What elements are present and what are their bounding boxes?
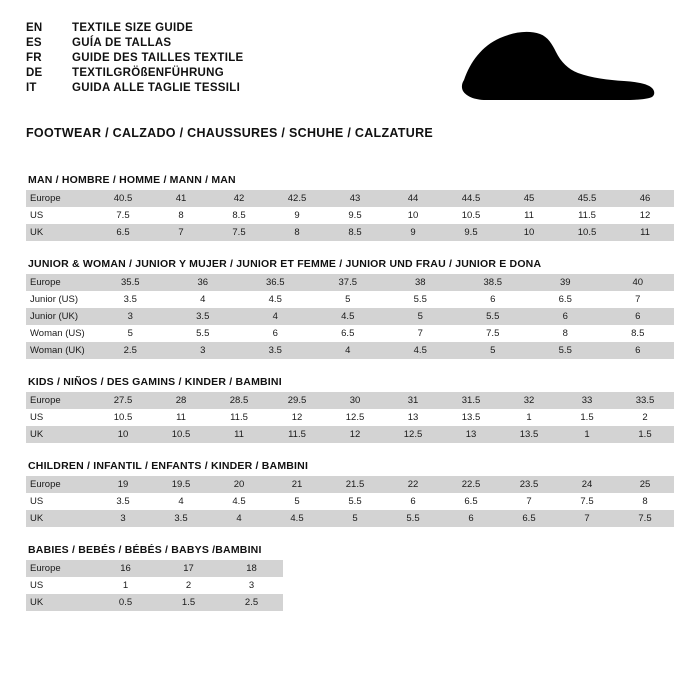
cell: 11 bbox=[210, 426, 268, 443]
cell: 13 bbox=[442, 426, 500, 443]
row-label: US bbox=[26, 207, 94, 224]
cell: 38.5 bbox=[457, 274, 530, 291]
page-header bbox=[26, 22, 674, 110]
cell: 30 bbox=[326, 392, 384, 409]
section-title: MAN / HOMBRE / HOMME / MANN / MAN bbox=[28, 174, 236, 186]
cell: 5 bbox=[94, 325, 167, 342]
row-label: Europe bbox=[26, 560, 94, 577]
section-babies bbox=[26, 544, 674, 611]
cell: 4.5 bbox=[239, 291, 312, 308]
table-row bbox=[26, 594, 674, 611]
cell: 6 bbox=[384, 493, 442, 510]
cell: 31 bbox=[384, 392, 442, 409]
cell: 5 bbox=[384, 308, 457, 325]
row-label: Europe bbox=[26, 274, 94, 291]
table-row bbox=[26, 342, 674, 359]
row-label: Woman (US) bbox=[26, 325, 94, 342]
cell: 1 bbox=[558, 426, 616, 443]
language-title: GUÍA DE TALLAS bbox=[72, 37, 172, 49]
spacer-cell bbox=[283, 594, 674, 611]
language-code: EN bbox=[26, 22, 43, 34]
section-children bbox=[26, 460, 674, 527]
cell: 4.5 bbox=[268, 510, 326, 527]
cell: 2.5 bbox=[220, 594, 283, 611]
cell: 4.5 bbox=[312, 308, 385, 325]
section-title: KIDS / NIÑOS / DES GAMINS / KINDER / BAMBINI bbox=[28, 376, 282, 388]
cell: 8.5 bbox=[326, 224, 384, 241]
table-row bbox=[26, 291, 674, 308]
cell: 23.5 bbox=[500, 476, 558, 493]
language-title: GUIDA ALLE TAGLIE TESSILI bbox=[72, 82, 241, 94]
cell: 46 bbox=[616, 190, 674, 207]
cell: 29.5 bbox=[268, 392, 326, 409]
cell: 32 bbox=[500, 392, 558, 409]
cell: 31.5 bbox=[442, 392, 500, 409]
spacer-cell bbox=[283, 577, 674, 594]
cell: 40 bbox=[602, 274, 675, 291]
language-title: TEXTILGRÖßENFÜHRUNG bbox=[72, 67, 224, 79]
cell: 1.5 bbox=[157, 594, 220, 611]
cell: 17 bbox=[157, 560, 220, 577]
cell: 4 bbox=[239, 308, 312, 325]
cell: 6.5 bbox=[529, 291, 602, 308]
language-row bbox=[26, 22, 244, 34]
cell: 10.5 bbox=[442, 207, 500, 224]
cell: 36 bbox=[167, 274, 240, 291]
cell: 5.5 bbox=[384, 291, 457, 308]
cell: 35.5 bbox=[94, 274, 167, 291]
language-row bbox=[26, 67, 244, 79]
cell: 45.5 bbox=[558, 190, 616, 207]
cell: 33.5 bbox=[616, 392, 674, 409]
cell: 3 bbox=[167, 342, 240, 359]
language-title: TEXTILE SIZE GUIDE bbox=[72, 22, 194, 34]
cell: 6.5 bbox=[94, 224, 152, 241]
cell: 2 bbox=[157, 577, 220, 594]
cell: 7 bbox=[152, 224, 210, 241]
row-label: Europe bbox=[26, 476, 94, 493]
cell: 44.5 bbox=[442, 190, 500, 207]
cell: 37.5 bbox=[312, 274, 385, 291]
cell: 18 bbox=[220, 560, 283, 577]
table-row bbox=[26, 308, 674, 325]
cell: 4 bbox=[152, 493, 210, 510]
cell: 8 bbox=[529, 325, 602, 342]
cell: 2.5 bbox=[94, 342, 167, 359]
cell: 4 bbox=[312, 342, 385, 359]
cell: 9 bbox=[384, 224, 442, 241]
cell: 38 bbox=[384, 274, 457, 291]
row-label: US bbox=[26, 409, 94, 426]
cell: 11 bbox=[152, 409, 210, 426]
cell: 11.5 bbox=[558, 207, 616, 224]
cell: 10 bbox=[384, 207, 442, 224]
cell: 21.5 bbox=[326, 476, 384, 493]
cell: 7.5 bbox=[616, 510, 674, 527]
table-row bbox=[26, 274, 674, 291]
cell: 3 bbox=[94, 308, 167, 325]
cell: 12 bbox=[326, 426, 384, 443]
dress-shoe-icon bbox=[452, 24, 662, 110]
cell: 3.5 bbox=[94, 291, 167, 308]
section-title: JUNIOR & WOMAN / JUNIOR Y MUJER / JUNIOR ET FEMME / JUNIOR UND FRAU / JUNIOR E DONA bbox=[28, 258, 542, 270]
cell: 5 bbox=[312, 291, 385, 308]
cell: 13.5 bbox=[500, 426, 558, 443]
language-title-list bbox=[26, 22, 244, 94]
cell: 3.5 bbox=[152, 510, 210, 527]
language-title: GUIDE DES TAILLES TEXTILE bbox=[72, 52, 244, 64]
cell: 8 bbox=[152, 207, 210, 224]
cell: 6 bbox=[529, 308, 602, 325]
cell: 41 bbox=[152, 190, 210, 207]
row-label: UK bbox=[26, 426, 94, 443]
cell: 6 bbox=[442, 510, 500, 527]
table-row bbox=[26, 409, 674, 426]
cell: 7.5 bbox=[558, 493, 616, 510]
size-table-kids bbox=[26, 392, 674, 443]
table-row bbox=[26, 510, 674, 527]
cell: 10 bbox=[500, 224, 558, 241]
cell: 2 bbox=[616, 409, 674, 426]
cell: 11.5 bbox=[210, 409, 268, 426]
cell: 22.5 bbox=[442, 476, 500, 493]
cell: 7.5 bbox=[457, 325, 530, 342]
row-label: UK bbox=[26, 224, 94, 241]
cell: 6.5 bbox=[500, 510, 558, 527]
cell: 4 bbox=[210, 510, 268, 527]
language-row bbox=[26, 52, 244, 64]
cell: 7.5 bbox=[94, 207, 152, 224]
cell: 6 bbox=[457, 291, 530, 308]
cell: 9.5 bbox=[326, 207, 384, 224]
row-label: US bbox=[26, 577, 94, 594]
cell: 5.5 bbox=[457, 308, 530, 325]
cell: 3.5 bbox=[239, 342, 312, 359]
cell: 20 bbox=[210, 476, 268, 493]
cell: 19 bbox=[94, 476, 152, 493]
cell: 5.5 bbox=[167, 325, 240, 342]
table-row bbox=[26, 325, 674, 342]
table-row bbox=[26, 560, 674, 577]
row-label: Junior (US) bbox=[26, 291, 94, 308]
section-kids bbox=[26, 376, 674, 443]
cell: 11 bbox=[500, 207, 558, 224]
cell: 7 bbox=[602, 291, 675, 308]
table-row bbox=[26, 493, 674, 510]
cell: 44 bbox=[384, 190, 442, 207]
size-table-children bbox=[26, 476, 674, 527]
size-table-man bbox=[26, 190, 674, 241]
cell: 45 bbox=[500, 190, 558, 207]
cell: 27.5 bbox=[94, 392, 152, 409]
cell: 42 bbox=[210, 190, 268, 207]
cell: 10.5 bbox=[94, 409, 152, 426]
cell: 3 bbox=[94, 510, 152, 527]
row-label: Europe bbox=[26, 392, 94, 409]
row-label: UK bbox=[26, 510, 94, 527]
cell: 8 bbox=[616, 493, 674, 510]
cell: 8.5 bbox=[602, 325, 675, 342]
cell: 16 bbox=[94, 560, 157, 577]
cell: 7 bbox=[500, 493, 558, 510]
cell: 11.5 bbox=[268, 426, 326, 443]
cell: 42.5 bbox=[268, 190, 326, 207]
cell: 4.5 bbox=[384, 342, 457, 359]
cell: 25 bbox=[616, 476, 674, 493]
cell: 5 bbox=[326, 510, 384, 527]
cell: 4 bbox=[167, 291, 240, 308]
cell: 8.5 bbox=[210, 207, 268, 224]
cell: 0.5 bbox=[94, 594, 157, 611]
table-row bbox=[26, 190, 674, 207]
language-code: IT bbox=[26, 82, 37, 94]
cell: 40.5 bbox=[94, 190, 152, 207]
cell: 12.5 bbox=[326, 409, 384, 426]
cell: 7.5 bbox=[210, 224, 268, 241]
cell: 4.5 bbox=[210, 493, 268, 510]
cell: 36.5 bbox=[239, 274, 312, 291]
table-row bbox=[26, 577, 674, 594]
cell: 9 bbox=[268, 207, 326, 224]
row-label: Europe bbox=[26, 190, 94, 207]
cell: 9.5 bbox=[442, 224, 500, 241]
table-row bbox=[26, 207, 674, 224]
row-label: US bbox=[26, 493, 94, 510]
cell: 7 bbox=[558, 510, 616, 527]
section-title: BABIES / BEBÉS / BÉBÉS / BABYS /BAMBINI bbox=[28, 544, 262, 556]
cell: 6 bbox=[602, 342, 675, 359]
cell: 7 bbox=[384, 325, 457, 342]
cell: 1.5 bbox=[616, 426, 674, 443]
section-junior-woman bbox=[26, 258, 674, 359]
spacer-cell bbox=[283, 560, 674, 577]
cell: 13.5 bbox=[442, 409, 500, 426]
language-code: ES bbox=[26, 37, 42, 49]
language-code: DE bbox=[26, 67, 43, 79]
cell: 1.5 bbox=[558, 409, 616, 426]
table-row bbox=[26, 224, 674, 241]
cell: 33 bbox=[558, 392, 616, 409]
cell: 28 bbox=[152, 392, 210, 409]
language-row bbox=[26, 37, 244, 49]
cell: 10.5 bbox=[152, 426, 210, 443]
size-sections bbox=[26, 174, 674, 611]
cell: 12 bbox=[616, 207, 674, 224]
cell: 13 bbox=[384, 409, 442, 426]
cell: 8 bbox=[268, 224, 326, 241]
cell: 12 bbox=[268, 409, 326, 426]
cell: 43 bbox=[326, 190, 384, 207]
table-row bbox=[26, 426, 674, 443]
section-title: CHILDREN / INFANTIL / ENFANTS / KINDER / BAMBINI bbox=[28, 460, 309, 472]
table-row bbox=[26, 476, 674, 493]
cell: 3.5 bbox=[167, 308, 240, 325]
size-table-junior-woman bbox=[26, 274, 674, 359]
cell: 12.5 bbox=[384, 426, 442, 443]
cell: 19.5 bbox=[152, 476, 210, 493]
table-row bbox=[26, 392, 674, 409]
cell: 11 bbox=[616, 224, 674, 241]
cell: 3 bbox=[220, 577, 283, 594]
language-row bbox=[26, 82, 244, 94]
cell: 5 bbox=[457, 342, 530, 359]
cell: 6.5 bbox=[312, 325, 385, 342]
cell: 6.5 bbox=[442, 493, 500, 510]
cell: 5 bbox=[268, 493, 326, 510]
cell: 28.5 bbox=[210, 392, 268, 409]
cell: 24 bbox=[558, 476, 616, 493]
cell: 22 bbox=[384, 476, 442, 493]
cell: 10 bbox=[94, 426, 152, 443]
row-label: Junior (UK) bbox=[26, 308, 94, 325]
cell: 5.5 bbox=[384, 510, 442, 527]
cell: 1 bbox=[500, 409, 558, 426]
category-heading: FOOTWEAR / CALZADO / CHAUSSURES / SCHUHE / CALZATURE bbox=[26, 126, 434, 140]
language-code: FR bbox=[26, 52, 42, 64]
cell: 21 bbox=[268, 476, 326, 493]
cell: 3.5 bbox=[94, 493, 152, 510]
section-man bbox=[26, 174, 674, 241]
cell: 1 bbox=[94, 577, 157, 594]
row-label: Woman (UK) bbox=[26, 342, 94, 359]
cell: 10.5 bbox=[558, 224, 616, 241]
cell: 6 bbox=[602, 308, 675, 325]
size-table-babies bbox=[26, 560, 674, 611]
cell: 39 bbox=[529, 274, 602, 291]
cell: 6 bbox=[239, 325, 312, 342]
cell: 5.5 bbox=[529, 342, 602, 359]
cell: 5.5 bbox=[326, 493, 384, 510]
row-label: UK bbox=[26, 594, 94, 611]
